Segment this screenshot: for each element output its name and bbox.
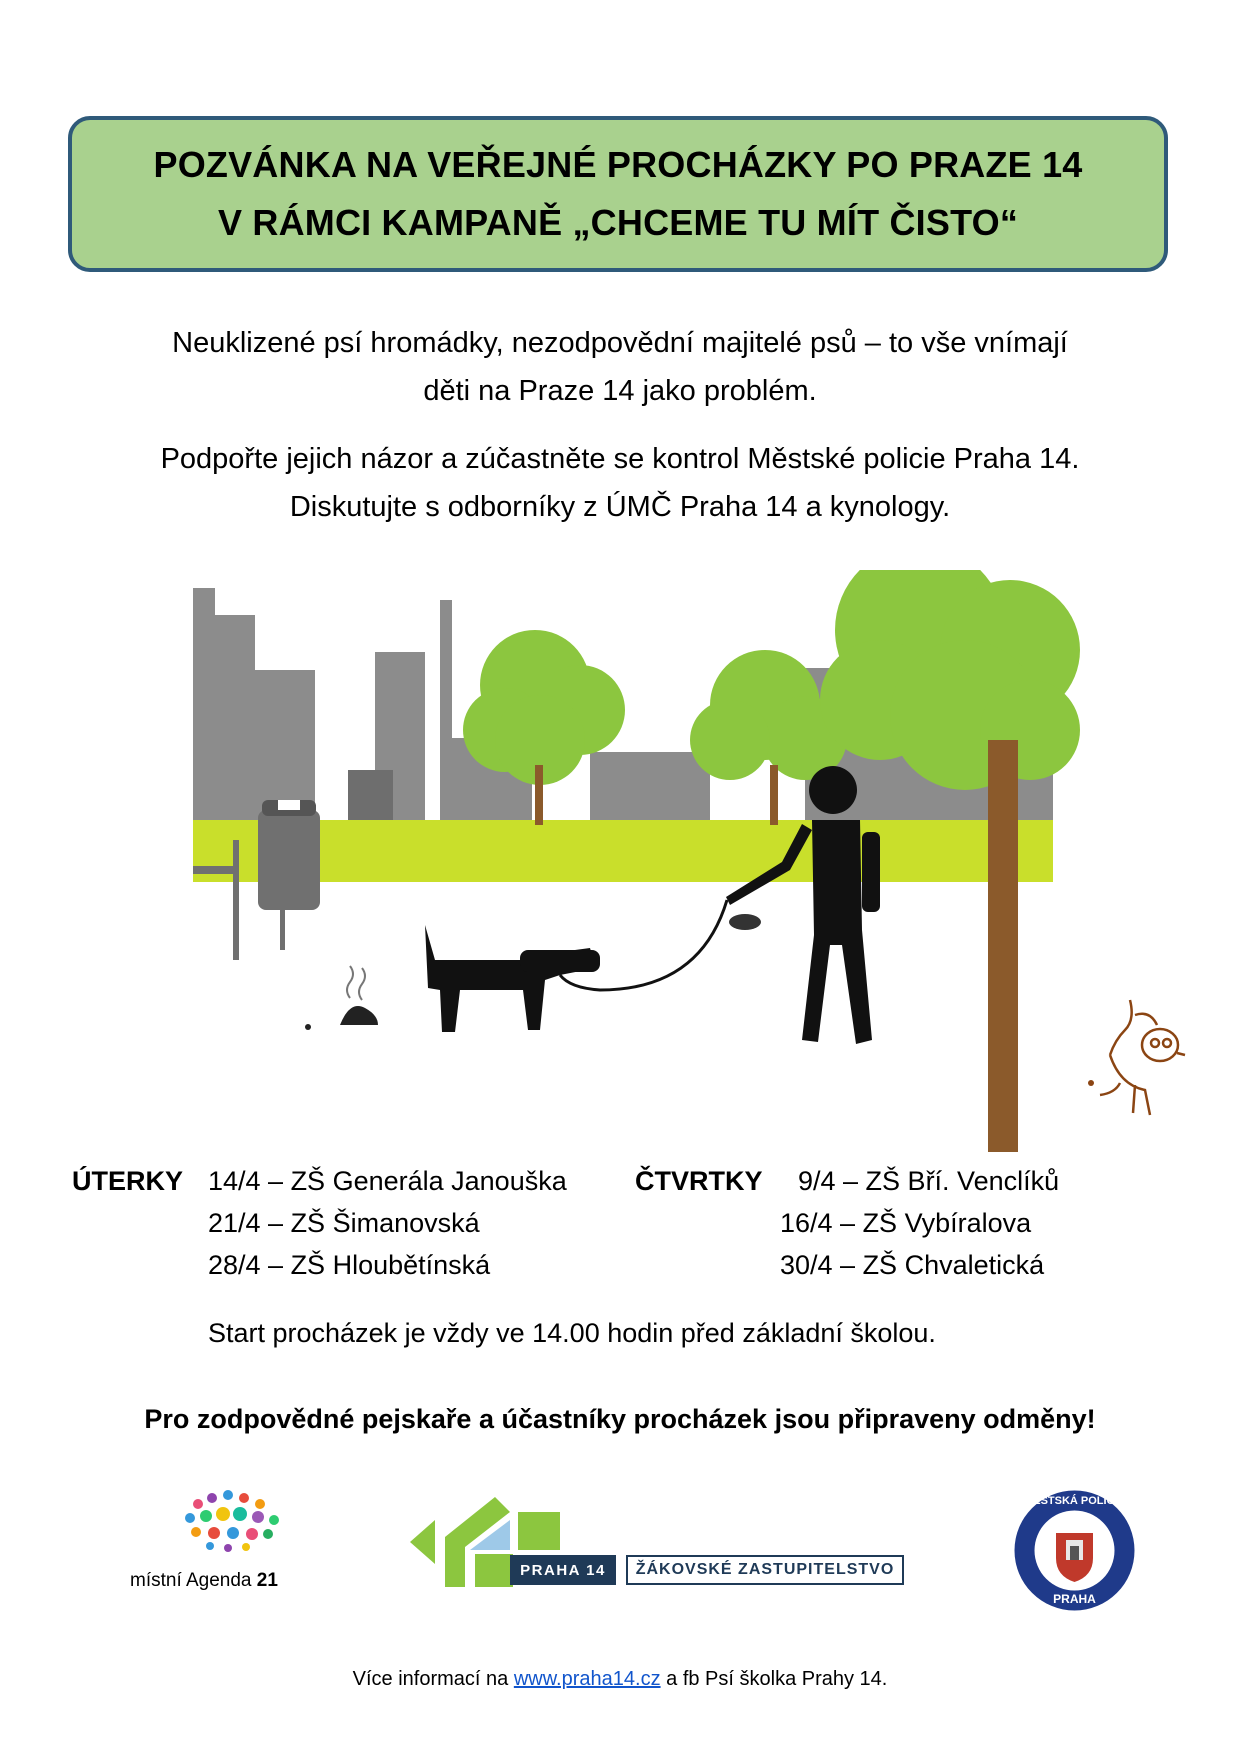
pedestrian-with-dog-illustration [0,570,1240,1160]
schedule-list-thursdays [780,1160,1059,1286]
title-box [68,116,1168,272]
reward-note: Pro zodpovědné pejskaře a účastníky procházek jsou připraveny odměny! [144,1404,1096,1434]
agenda21-label [130,1570,278,1592]
schedule-label-tuesdays: ÚTERKY [72,1166,184,1196]
police-top-label: MĚSTSKÁ POLICIE [1024,1495,1125,1507]
footer [40,1668,1200,1691]
cartoon-dog-icon [1085,995,1190,1120]
intro-line: Diskutujte s odborníky z ÚMČ Praha 14 a kynology. [289,491,951,523]
title-line-2: V RÁMCI KAMPANĚ „CHCEME TU MÍT ČISTO“ [217,202,1019,243]
footer-prefix: Více informací na [352,1668,514,1690]
intro-paragraph-1 [40,319,1200,415]
police-bottom-label: PRAHA [1053,1592,1096,1606]
intro-line: Neuklizené psí hromádky, nezodpovědní majitelé psů – to vše vnímají [172,327,1068,359]
list-item: 30/4 – ZŠ Chvaletická [780,1250,1045,1280]
intro-paragraph-2 [40,435,1200,531]
agenda21-text: místní Agenda [130,1570,252,1591]
agenda21-logo [130,1486,335,1601]
schedule-label-thursdays: ČTVRTKY [635,1166,763,1196]
list-item: 21/4 – ZŠ Šimanovská [208,1208,480,1238]
list-item: 28/4 – ZŠ Hloubětínská [208,1250,491,1280]
footer-suffix: a fb Psí školka Prahy 14. [660,1668,888,1690]
zastupitelstvo-label: ŽÁKOVSKÉ ZASTUPITELSTVO [626,1555,904,1585]
intro-line: děti na Praze 14 jako problém. [423,375,817,407]
schedule-list-tuesdays [208,1160,567,1286]
agenda21-dots-logo [178,1486,288,1556]
list-item: 16/4 – ZŠ Vybíralova [780,1208,1032,1238]
title-line-1: POZVÁNKA NA VEŘEJNÉ PROCHÁZKY PO PRAZE 14 [153,144,1083,185]
list-item: 9/4 – ZŠ Bří. Venclíků [798,1166,1060,1196]
police-badge-logo [1012,1488,1137,1613]
agenda21-number: 21 [256,1570,278,1591]
praha14-label: PRAHA 14 [510,1555,616,1585]
footer-link[interactable]: www.praha14.cz [513,1668,661,1690]
start-note: Start procházek je vždy ve 14.00 hodin před základní školou. [208,1318,936,1348]
list-item: 14/4 – ZŠ Generála Janouška [208,1166,567,1196]
intro-line: Podpořte jejich názor a zúčastněte se kontrol Městské policie Praha 14. [160,443,1080,475]
